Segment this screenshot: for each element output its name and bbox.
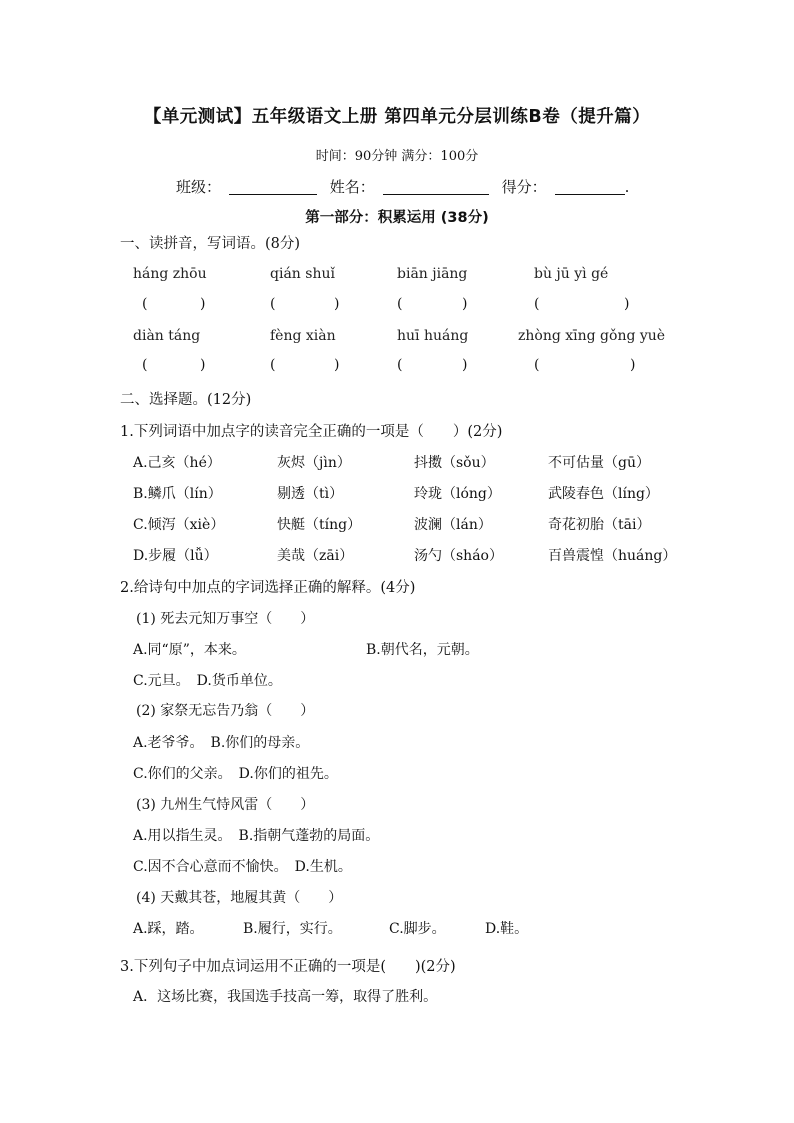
exam-meta: 时间：90分钟 满分：100分 bbox=[315, 149, 479, 164]
q1-option-d-word: 百兽震惶（huáng） bbox=[548, 548, 677, 564]
pinyin-5: diàn táng bbox=[133, 328, 201, 344]
pinyin-6: fèng xiàn bbox=[270, 328, 336, 344]
q1-option-c-word: 奇花初胎（tāi） bbox=[548, 517, 651, 533]
pinyin-8: zhòng xīng gǒng yuè bbox=[518, 328, 666, 344]
pinyin-7: huī huáng bbox=[397, 328, 469, 344]
answer-paren-open: ( bbox=[397, 357, 403, 373]
answer-paren-open: ( bbox=[397, 296, 403, 312]
q1-option-a-word: 抖擞（sǒu） bbox=[414, 455, 495, 471]
answer-paren-close: ) bbox=[462, 296, 468, 312]
question-3-stem: 3.下列句子中加点词运用不正确的一项是( )(2分) bbox=[120, 959, 456, 975]
answer-paren-close: ) bbox=[334, 296, 340, 312]
q1-option-a-word: 灰烬（jìn） bbox=[277, 455, 351, 471]
q3-option-a: A．这场比赛，我国选手技高一筹，取得了胜利。 bbox=[133, 989, 438, 1005]
score-label: 得分： bbox=[501, 178, 547, 196]
q2-sub-4-option-d: D.鞋。 bbox=[485, 921, 529, 937]
answer-paren-close: ) bbox=[630, 357, 636, 373]
pinyin-3: biān jiāng bbox=[397, 266, 468, 282]
q2-sub-4-option-a: A.踩，踏。 bbox=[133, 921, 204, 937]
q2-sub-3: (3) 九州生气恃风雷（ ） bbox=[136, 797, 315, 813]
answer-paren-close: ) bbox=[200, 296, 206, 312]
pinyin-1: háng zhōu bbox=[133, 266, 207, 282]
q1-option-b-word: 武陵春色（líng） bbox=[548, 486, 659, 502]
answer-paren-open: ( bbox=[534, 296, 540, 312]
q1-option-d-word: 汤勺（sháo） bbox=[414, 548, 503, 564]
q1-option-b-word: 剔透（tì） bbox=[277, 486, 344, 502]
q1-option-c: C.倾泻（xiè） bbox=[133, 517, 225, 533]
q1-option-c-word: 快艇（tíng） bbox=[277, 517, 362, 533]
answer-paren-open: ( bbox=[142, 296, 148, 312]
class-label: 班级： bbox=[176, 178, 222, 196]
answer-paren-open: ( bbox=[142, 357, 148, 373]
trailing-dot: . bbox=[624, 178, 630, 196]
answer-paren-open: ( bbox=[534, 357, 540, 373]
q1-option-b: B.鳞爪（lín） bbox=[133, 486, 222, 502]
q1-option-a-word: 不可估量（gū） bbox=[548, 455, 650, 471]
question-1-stem: 1.下列词语中加点字的读音完全正确的一项是（ ）(2分) bbox=[120, 424, 503, 440]
section-heading: 一、读拼音，写词语。(8分) bbox=[120, 236, 301, 252]
q2-sub-2-options-cd: C.你们的父亲。 D.你们的祖先。 bbox=[133, 766, 338, 782]
question-2-stem: 2.给诗句中加点的字词选择正确的解释。(4分) bbox=[120, 580, 416, 596]
q2-sub-3-options-cd: C.因不合心意而不愉快。 D.生机。 bbox=[133, 859, 352, 875]
q2-sub-1-options-cd: C.元旦。 D.货币单位。 bbox=[133, 673, 282, 689]
q1-option-a: A.己亥（hé） bbox=[133, 455, 221, 471]
answer-paren-open: ( bbox=[270, 296, 276, 312]
part-title: 第一部分：积累运用 (38分) bbox=[305, 210, 489, 226]
q2-sub-4-option-b: B.履行，实行。 bbox=[243, 921, 342, 937]
answer-paren-close: ) bbox=[624, 296, 630, 312]
student-info-row bbox=[176, 176, 629, 197]
q1-option-d-word: 美哉（zāi） bbox=[277, 548, 354, 564]
answer-paren-close: ) bbox=[334, 357, 340, 373]
page-title: 【单元测试】五年级语文上册 第四单元分层训练B卷（提升篇） bbox=[143, 107, 651, 127]
q2-sub-3-options-ab: A.用以指生灵。 B.指朝气蓬勃的局面。 bbox=[133, 828, 380, 844]
class-blank[interactable] bbox=[229, 179, 317, 195]
name-blank[interactable] bbox=[383, 179, 489, 195]
q2-sub-1: (1) 死去元知万事空（ ） bbox=[136, 611, 315, 627]
q2-sub-4: (4) 天戴其苍，地履其黄（ ） bbox=[136, 890, 343, 906]
q1-option-d: D.步履（lǚ） bbox=[133, 548, 218, 564]
name-label: 姓名： bbox=[329, 178, 375, 196]
q2-sub-4-option-c: C.脚步。 bbox=[389, 921, 446, 937]
q2-sub-2: (2) 家祭无忘告乃翁（ ） bbox=[136, 703, 315, 719]
q2-sub-1-option-a: A.同“原”，本来。 bbox=[133, 642, 246, 658]
score-blank[interactable] bbox=[555, 179, 625, 195]
q1-option-b-word: 玲珑（lóng） bbox=[414, 486, 501, 502]
q1-option-c-word: 波澜（lán） bbox=[414, 517, 492, 533]
section-heading: 二、选择题。(12分) bbox=[120, 392, 252, 408]
answer-paren-open: ( bbox=[270, 357, 276, 373]
q2-sub-1-option-b: B.朝代名，元朝。 bbox=[366, 642, 479, 658]
pinyin-2: qián shuǐ bbox=[270, 266, 335, 282]
answer-paren-close: ) bbox=[462, 357, 468, 373]
pinyin-4: bù jū yì gé bbox=[534, 266, 609, 282]
answer-paren-close: ) bbox=[200, 357, 206, 373]
q2-sub-2-options-ab: A.老爷爷。 B.你们的母亲。 bbox=[133, 735, 310, 751]
